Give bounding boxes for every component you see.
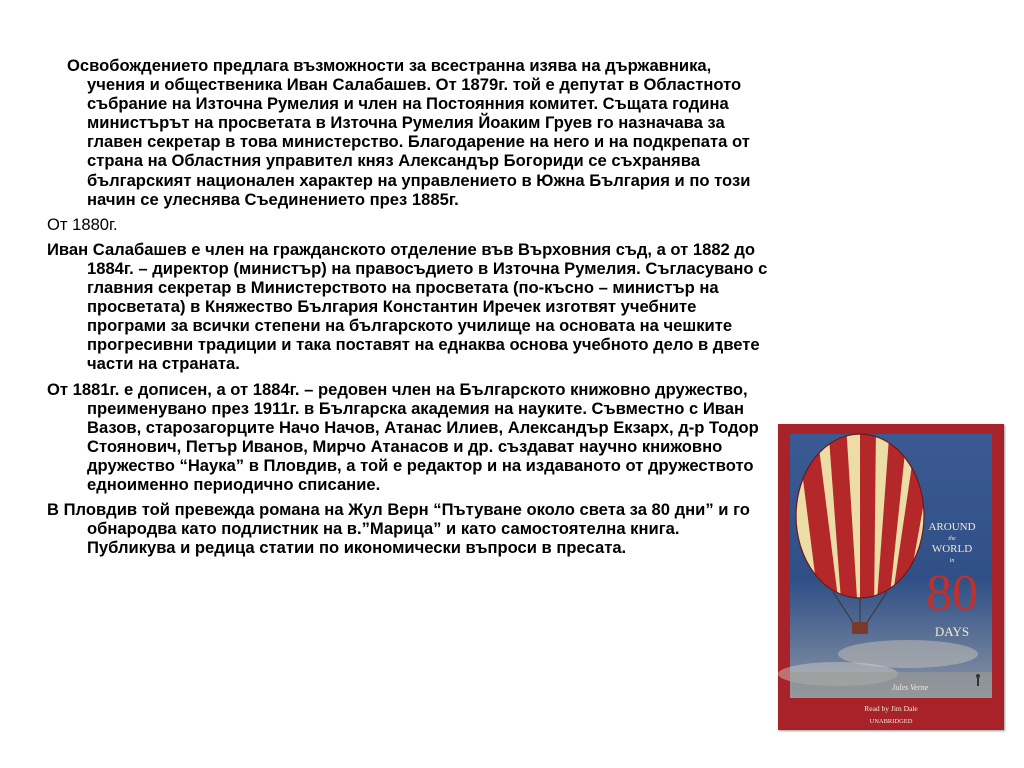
paragraph-date-1880: От 1880г. <box>47 214 118 234</box>
book-cover-image <box>778 424 1004 730</box>
paragraph-literary-society: От 1881г. е дописен, а от 1884г. – редовен член на Българското книжовно дружество, преименувано през 1911г. в Българска академия на науките. Съвместно с Иван Вазов, старозагорците Начо Начов, Атанас Илиев, Александър Екзарх, д-р Тодор Стоянович, Петър Иванов, Мирчо Атанасов и др. създават научно книжовно дружество “Наука” в Пловдив, а той е редактор и на издаваното от дружеството едноименно периодично списание. <box>47 379 759 494</box>
paragraph-jules-verne: В Пловдив той превежда романа на Жул Верн “Пътуване около света за 80 дни” и го обнародва като подлистник на в.”Марица” и като самостоятелна книга. Публикува и редица статии по икономически въпроси в пресата. <box>47 500 750 558</box>
paragraph-liberation: Освобождението предлага възможности за всестранна изява на държавника, учения и общественика Иван Салабашев. От 1879г. той е депутат в Областното събрание на Източна Румелия и член на Постоянния комитет. Същата година министърът на просветата в Източна Румелия Йоаким Груев го назначава за главен секретар в това министерство. Благодарение на него и на подкрепата от страна на Областния управител княз Александър Богориди се съхранява българският национален характер на управлението в Южна България и по този начин се улеснява Съединението през 1885г. <box>67 56 751 209</box>
cover-title-around: AROUND <box>928 521 976 533</box>
cover-title-days: DAYS <box>934 624 970 639</box>
cover-title-number: 80 <box>926 565 978 622</box>
cover-edition: UNABRIDGED <box>869 718 913 725</box>
cover-reader: Read by Jim Dale <box>864 704 918 713</box>
text-body <box>47 56 772 563</box>
cover-title-in: in <box>949 558 955 564</box>
cover-title-the: the <box>948 536 956 542</box>
paragraph-supreme-court: Иван Салабашев е член на гражданското отделение във Върховния съд, а от 1882 до 1884г. – директор (министър) на правосъдието в Източна Румелия. Съгласувано с главния секретар в Министерството на просветата (по-късно – министър на просветата) в Княжество България Константин Иречек изготвят учебните програми за всички степени на българското училище на основата на чешките прогресивни традиции и така поставят на еднаква основа учебното дело в двете части на страната. <box>47 239 768 374</box>
hot-air-balloon-illustration <box>778 424 1004 730</box>
cover-title-world: WORLD <box>931 543 973 555</box>
cover-author: Jules Verne <box>891 683 929 692</box>
